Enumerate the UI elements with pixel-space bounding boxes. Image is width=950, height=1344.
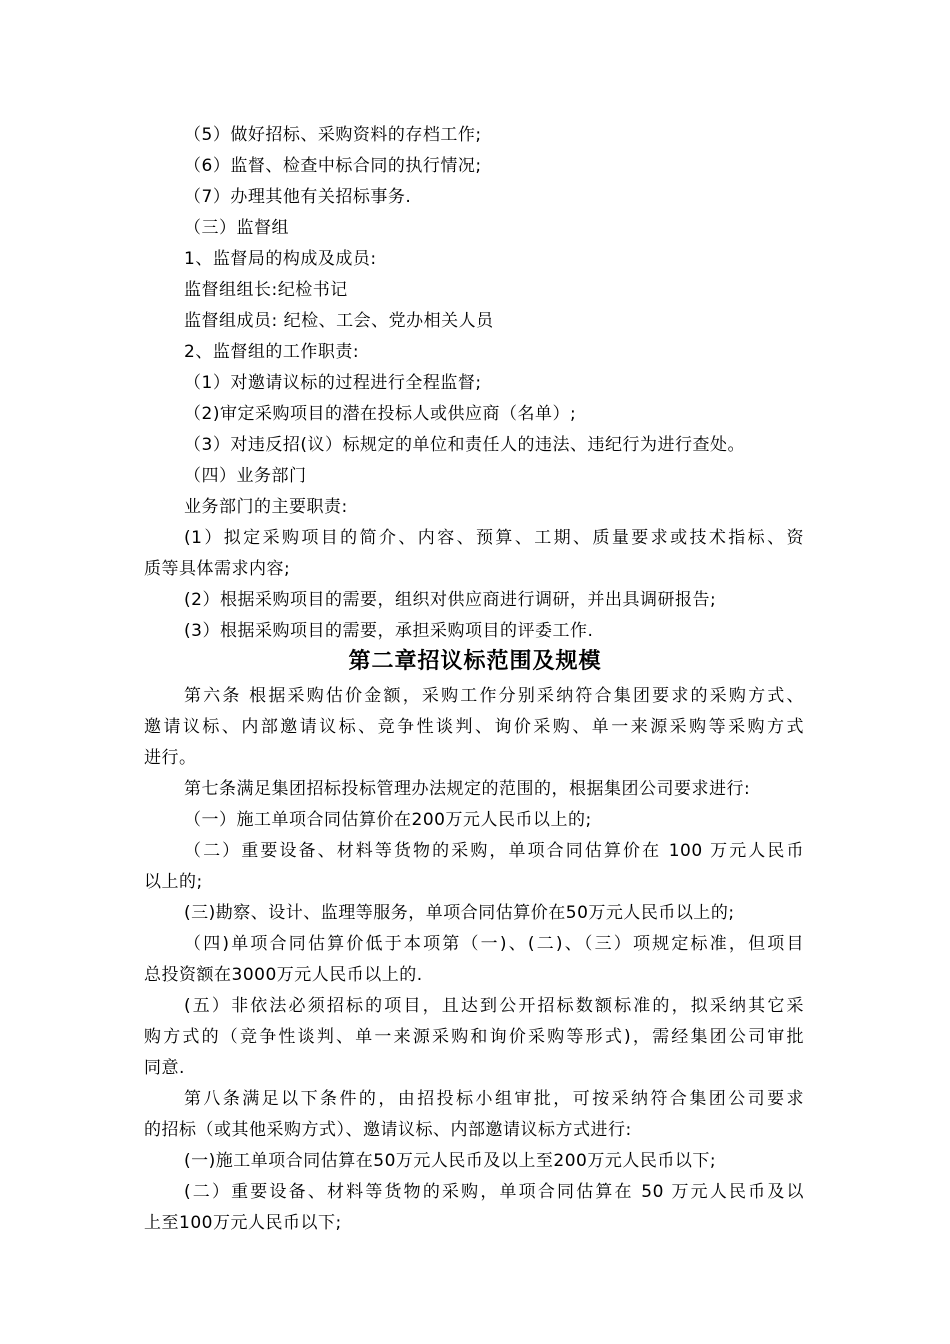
text-line: (2）根据采购项目的需要，组织对供应商进行调研，并出具调研报告; [184,590,717,610]
text-line: 同意. [144,1058,185,1078]
text-line: （一）施工单项合同估算价在200万元人民币以上的; [184,810,592,830]
text-line: （7）办理其他有关招标事务. [184,187,412,207]
text-line: （6）监督、检查中标合同的执行情况; [184,156,482,176]
text-line: 第六条 根据采购估价金额，采购工作分别采纳符合集团要求的采购方式、 [184,686,804,706]
text-line: 上至100万元人民币以下; [144,1213,342,1233]
text-line: 的招标（或其他采购方式）、邀请议标、内部邀请议标方式进行: [144,1120,632,1140]
text-line: （2)审定采购项目的潜在投标人或供应商（名单）; [184,404,577,424]
text-line: 2、监督组的工作职责: [184,342,360,362]
text-line: 第八条满足以下条件的，由招投标小组审批，可按采纳符合集团公司要求 [184,1089,804,1109]
text-line: （1）对邀请议标的过程进行全程监督; [184,373,482,393]
text-line: 第七条满足集团招标投标管理办法规定的范围的，根据集团公司要求进行: [184,779,751,799]
text-line: (一)施工单项合同估算在50万元人民币及以上至200万元人民币以下; [184,1151,717,1171]
text-line: （四)单项合同估算价低于本项第（一)、(二)、（三）项规定标准，但项目 [184,934,804,954]
text-line: (1）拟定采购项目的简介、内容、预算、工期、质量要求或技术指标、资 [184,528,804,548]
text-line: （二）重要设备、材料等货物的采购，单项合同估算价在 100 万元人民币 [184,841,804,861]
text-line: 监督组成员: 纪检、工会、党办相关人员 [184,311,494,331]
text-line: 邀请议标、内部邀请议标、竞争性谈判、询价采购、单一来源采购等采购方式 [144,717,804,737]
text-line: 1、监督局的构成及成员: [184,249,377,269]
text-line: 进行。 [144,748,197,768]
text-line: 质等具体需求内容; [144,559,291,579]
text-line: (3）根据采购项目的需要，承担采购项目的评委工作. [184,621,594,641]
text-line: （3）对违反招(议）标规定的单位和责任人的违法、违纪行为进行查处。 [184,435,745,455]
text-line: 以上的; [144,872,203,892]
text-line: 业务部门的主要职责: [184,497,348,517]
text-line: 监督组组长:纪检书记 [184,280,348,300]
text-line: 购方式的（竞争性谈判、单一来源采购和询价采购等形式)，需经集团公司审批 [144,1027,804,1047]
chapter-title: 第二章招议标范围及规模 [348,649,602,674]
text-line: （5）做好招标、采购资料的存档工作; [184,125,482,145]
text-line: (三)勘察、设计、监理等服务，单项合同估算价在50万元人民币以上的; [184,903,735,923]
text-line: （四）业务部门 [184,466,307,486]
text-line: （三）监督组 [184,218,289,238]
text-line: (五）非依法必须招标的项目，且达到公开招标数额标准的，拟采纳其它采 [184,996,804,1016]
text-line: (二）重要设备、材料等货物的采购，单项合同估算在 50 万元人民币及以 [184,1182,804,1202]
text-line: 总投资额在3000万元人民币以上的. [144,965,423,985]
